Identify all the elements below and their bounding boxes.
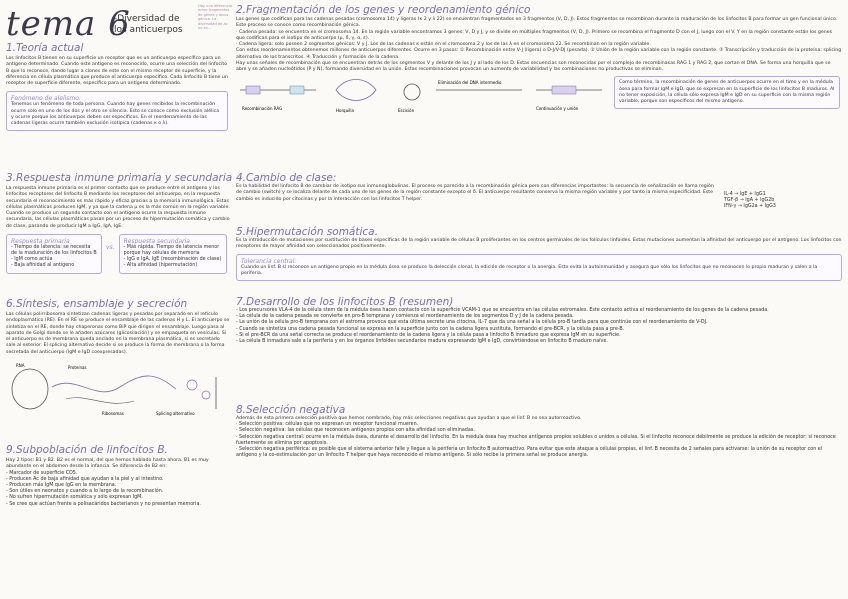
diagram-label: Splicing alternativo [156,410,195,416]
section-6-body: Las células polirribosoma sintetizan cadenas ligeras y pesadas por separado en el retículo endoplasmático (RE). En el RE se produce el ensamblaje de las cadenas H y L. El anticuerpo se sintetiza en el RE, donde hay chaperonas como BiP que dirigen el ensamblaje. Luego pasa al aparato de Golgi donde se le añaden azúcares (glicosilación) y se empaqueta en vesículas. Si el anticuerpo es de membrana queda anclado en la membrana plasmática, si es secretado sale al exterior. El splicing alternativo decide si se produce la forma de membrana o la forma secretada del anticuerpo (IgM e IgD coexpresadas). [6,312,230,355]
recombination-diagram [236,76,608,116]
section-2-body: Los genes que codifican para las cadenas pesadas (cromosoma 14) y ligeras (κ 2 y λ 22) se encuentran fragmentados en 3 fragmentos (V, D, J). Estos fragmentos se recombinan durante la maduración de los linfocitos B para formar un gen funcional único. Este proceso se conoce como recombinación génica. [236,17,838,29]
section-5 [236,226,842,281]
s9-item: - No sufren hipermutación somática y sólo expresan IgM. [6,495,143,501]
segment-vj [552,86,576,94]
section-4-body: Es la habilidad del linfocito B de cambiar de isotipo sus inmunoglobulinas. El proceso es parecido a la recombinación génica pero con diferencias importantes: la secuencia de señalización se llama región de cambio (switch) y se localiza delante de cada uno de los genes de la región constante excepto el δ. El anticuerpo resultante conserva la misma región variable y por tanto la misma especificidad. Este cambio es inducido por citocinas y por la interacción con los linfocitos T helper. [236,184,714,202]
s8-item: · Selección negativa: las células que reconocen antígenos propios con alta afinidad son eliminadas. [236,428,475,434]
section-4 [236,172,842,211]
diagram-label: Recombinación RAG [242,106,283,112]
section-6-title: 6.Síntesis, ensamblaje y secreción [6,298,188,310]
alelismo-box [6,91,228,131]
section-8-body: Además de esta primera selección positiva que hemos nombrado, hay más selecciones negativas que ayudan a que el linf. B no sea autorreactivo. [236,416,582,421]
s8-item: · Selección negativa central: ocurre en la médula ósea, durante el desarrollo del linfocito. En la médula ósea hay muchos antígenos propios solubles o unidos a células. Si el linfocito reconoce débilmente se produce la edición de receptor; si reconoce fuertemente se elimina por apoptosis. [236,434,836,446]
diagram-label: Continuación y unión [536,106,579,112]
section-4-title: 4.Cambio de clase: [236,172,337,184]
segment-v [246,86,260,94]
diagram-label: Eliminación del DNA intermedio [438,80,502,86]
section-9 [6,444,230,508]
diagram-label: RNA [16,362,25,368]
loop-shape [336,80,376,101]
vs-label: vs. [106,243,115,251]
section-1-title: 1.Teoría actual [6,42,84,54]
secondary-box [119,234,227,274]
formula: IL-4 → IgE + IgG1 [724,192,766,197]
section-3-body: La respuesta inmune primaria es el primer contacto que se produce entre el antígeno y los linfocitos receptores del linfocito B mediante los receptores del anticuerpo, en la respuesta secundaria el reconocimiento es más rápido y eficaz gracias a la memoria inmunológica. Estas células plasmáticas producen IgM, y ya que la cadena μ es la más común en la región variable. Cuando se produce un segundo contacto con el antígeno ocurre la respuesta inmune secundaria, las células plasmáticas pasan por un proceso de hipermutación somática y cambio de clase, pasando de producir IgM a IgG, IgA, IgE. [6,186,230,229]
section-7 [236,296,842,345]
diagram-label: Escisión [398,108,415,114]
segment-j [290,86,304,94]
s9-item: - Son útiles en neonatos y cuando a lo largo de la recombinación. [6,489,164,495]
primary-item: - Tiempo de latencia: se necesita de la maduración de los linfocitos B [11,244,97,256]
formula: TGF-β → IgA + IgG2b [724,198,775,204]
margin-note: Hay una diferencia entre fragmentos de genes y locus génico. La diversidad de Ac no es... [198,4,232,31]
s7-item: - La célula de la cadena pesada se convierte en pro-B temprana y comienza el reordenamiento de los segmentos D y J de la cadena pesada. [236,314,574,320]
s7-item: - La célula B inmadura sale a la periferia y en los órganos linfoides secundarios madura expresando IgM e IgD, convirtiéndose en linfocito B maduro naïve. [236,339,608,345]
excision-circle [404,84,420,100]
primary-box [6,234,102,274]
section-9-title: 9.Subpoblación de linfocitos B. [6,444,168,456]
section-6 [6,298,230,421]
mechanisms: Con estos reordenamientos obtenemos millones de anticuerpos diferentes. Ocurre en 3 pasos: ① Recombinación entre V-J (ligera) o D-J/V-DJ (pesada). ② Unión de la región variable con la región constante. ③ Transcripción y traducción de la proteína: splicing alternativo de los transcritos. ④ Traducción y formación de la cadena. [236,48,842,60]
primary-item: - Baja afinidad al antígeno [11,263,75,269]
s9-item: - Producen Ac de baja afinidad que ayudan a la piel y al intestino. [6,476,164,482]
diagram-label: Horquilla [336,108,354,114]
s7-item: - Cuando se sintetiza una cadena pesada funcional se expresa en la superficie junto con la cadena ligera sustituta, formando el pre-BCR, y la célula pasa a pre-B. [236,326,625,332]
golgi-path [66,397,134,403]
s8-item: · Selección positiva: células que no expresan un receptor funcional mueren. [236,422,419,428]
diagram-label: Proteínas [68,364,87,370]
s9-item: - Se cree que actúan frente a polisacáridos bacterianos y no presentan memoria. [6,501,201,507]
alelismo-body: Tenemos un fenómeno de toda persona. Cuando hay genes recibidos la recombinación ocurre solo en uno de los dos y el otro se silencia. Esto se conoce como exclusión alélica y ocurre porque los anticuerpos deben ser específicos. En el reordenamiento de las cadenas ligeras ocurre también exclusión isotípica (cadenas κ o λ). [11,102,220,126]
tolerance-title: Tolerancia central: [241,257,297,265]
section-9-body: Hay 2 tipos: B1 y B2. B2 es el normal, del que hemos hablado hasta ahora. B1 es muy abundante en el abdomen desde la infancia. Se diferencia de B2 en: [6,458,209,470]
section-8 [236,404,842,459]
vesicle-shape [202,391,210,399]
primary-item: - IgM como actúa [11,257,53,263]
s8-item: · Selección negativa periférica: es posible que el sistema anterior falle y llegue a la periferia un linfocito B autorreactivo. Para evitar que este ataque a células propias, el linf. B necesita de 2 señales para activarse: la unión de su receptor con el antígeno y la co-estimulación por un linfocito T helper que haya reconocido el mismo antígeno. Si sólo recibe la primera señal se produce anergia. [236,447,823,459]
s9-item: - Marcador de superficie CD5. [6,470,78,476]
er-path [52,376,176,392]
alelismo-title: Fenómeno de alelismo: [11,95,81,103]
summary-box: Como término, la recombinación de genes de anticuerpos ocurre en el timo y en la médula ósea para formar IgM e IgD, que se expresan en la superficie de los linfocitos B maduros. Al no tener exposición, la célula sólo expresa IgM e IgD en su superficie con la misma región variable, porque son específicos del mismo antígeno. [614,76,840,109]
secondary-title: Respuesta secundaria [123,237,190,245]
heavy-chain: · Cadena pesada: se encuentra en el cromosoma 14. En la región variable encontramos 3 genes: V, D y J, y se divide en múltiples fragmentos (V, D, J). Primero se recombina el fragmento D con el J, luego con el V. Y en la región constante están los genes que codifican para el isotipo de anticuerpo (μ, δ, γ, α, ε). [236,29,833,41]
s9-item: - Producen más IgM que IgG en la membrana. [6,482,117,488]
vesicle-shape [187,380,197,390]
section-7-title: 7.Desarrollo de los linfocitos B (resumen) [236,296,454,308]
tolerance-body: Cuando un linf. B sí reconoce un antígeno propio en la médula ósea se produce la delección clonal, la edición de receptor o la anergia. Esto evita la autoinmunidad y asegura que sólo los linfocitos que no reconocen lo propio maduran y salen a la periferia. [241,264,818,276]
section-1 [6,42,228,131]
s7-item: - La unión de la célula pro-B temprana con el estroma provoca que esta última secrete una citocina, IL-7 que da una señal a la célula pro-B tardía para que continúe con el reordenamiento de V-DJ. [236,320,708,326]
section-5-title: 5.Hipermutación somática. [236,226,378,238]
section-3-title: 3.Respuesta inmune primaria y secundaria [6,172,233,184]
rag-text: Hay unas señales de recombinación que se encuentran detrás de los segmentos V y delante de los J y al lado de los D. Estas secuencias son reconocidas por el complejo de recombinasas RAG 1 y RAG 2, que cortan el DNA. Se forma una horquilla que se abre y se añaden nucleótidos (P y N), formando diversidad en la unión. Estas recombinaciones provocan un aumento de variabilidad y las combinaciones no productivas se eliminan. [236,60,831,72]
section-3 [6,172,233,274]
page-title: tema 6 [6,4,131,44]
page-subtitle: -Diversidad de los anticuerpos [114,14,183,35]
s7-item: - Los precursores VLA-4 de la célula stem de la médula ósea hacen contacto con la superficie VCAM-1 que se encuentra en las células estromales. Este contacto activa el reordenamiento de los genes de la cadena pesada. [236,308,769,313]
recombination-row [236,76,842,116]
light-chain: · Cadena ligera: solo poseen 2 segmentos génicos: V y J. Los de las cadenas κ están en el cromosoma 2 y los de las λ en el cromosoma 22. Se recombinan en la región variable. [236,42,651,47]
section-4-content [236,184,842,211]
secondary-item: - Más rápida. Tiempo de latencia menor porque hay células de memoria [123,244,220,256]
response-compare [6,234,230,274]
primary-title: Respuesta primaria [11,237,70,245]
synthesis-diagram [6,359,228,417]
diagram-label: Ribosomas [102,410,124,416]
class-switch-formulas [724,184,776,211]
tolerance-box [236,254,842,282]
formula: IFN-γ → IgG2a + IgG3 [724,204,776,210]
section-2 [236,4,842,116]
section-8-title: 8.Selección negativa [236,404,346,416]
secondary-item: - Alta afinidad (hipermutación) [123,263,198,269]
secondary-item: - IgG e IgA, IgE (recombinación de clase) [123,257,222,263]
section-5-body: Es la introducción de mutaciones por sustitución de bases específicas de la región variable de células B proliferantes en los centros germinales de los folículos linfoides. Estas mutaciones aumentan la afinidad del anticuerpo por el antígeno. Los linfocitos con receptores de mayor afinidad son seleccionados positivamente. [236,238,842,250]
section-1-body: Los linfocitos B tienen en su superficie un receptor que es un anticuerpo específico para un antígeno determinado. Cuando este antígeno es reconocido, ocurre una selección del linfocito B que lo reconoce, dando lugar a clones de este con el mismo receptor de superficie, y la diferencia en célula plasmática que produce el anticuerpo específico. Cada linfocito B tiene un receptor de superficie diferente, específico para un antígeno determinado. [6,56,228,86]
s7-item: - Si el pre-BCR da una señal correcta se produce el reordenamiento de la cadena ligera y la célula pasa a linfocito B inmaduro que expresa IgM en su superficie. [236,332,621,338]
section-2-title: 2.Fragmentación de los genes y reordenamiento génico [236,4,531,16]
nucleus-shape [12,369,48,409]
